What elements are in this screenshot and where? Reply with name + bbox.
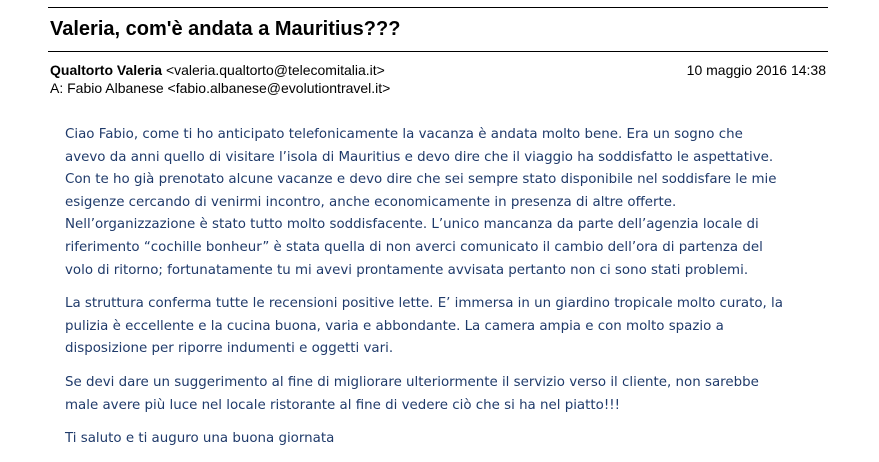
body-line: volo di ritorno; fortunatamente tu mi avevi prontamente avvisata pertanto non ci sono stati problemi. — [65, 262, 749, 278]
body-line: Con te ho già prenotato alcune vacanze e devo dire che sei sempre stato disponibile nel soddisfare le mie — [65, 172, 777, 188]
top-divider — [48, 7, 828, 8]
to-line — [50, 80, 390, 96]
header-divider — [48, 51, 828, 52]
body-paragraph — [65, 124, 855, 282]
body-line: disposizione per riporre indumenti e oggetti vari. — [65, 341, 394, 357]
body-line: male avere più luce nel locale ristorante al fine di vedere ciò che si ha nel piatto!!! — [65, 397, 620, 413]
body-line: riferimento “cochille bonheur” è stata quella di non averci comunicato il cambio dell’ora di partenza del — [65, 239, 763, 255]
body-line: Nell’organizzazione è stato tutto molto soddisfacente. L’unico mancanza da parte dell’agenzia locale di — [65, 217, 759, 233]
email-date: 10 maggio 2016 14:38 — [686, 62, 826, 78]
email-body — [65, 124, 855, 462]
email-subject: Valeria, com'è andata a Mauritius??? — [50, 18, 401, 40]
sender-name[interactable]: Qualtorto Valeria — [50, 62, 163, 78]
body-line: La struttura conferma tutte le recensioni positive lette. E’ immersa in un giardino tropicale molto curato, la — [65, 296, 783, 312]
body-paragraph — [65, 372, 855, 417]
recipient-name[interactable]: Fabio Albanese — [67, 80, 164, 96]
body-paragraph — [65, 428, 855, 451]
body-line: avevo da anni quello di visitare l’isola di Mauritius e devo dire che il viaggio ha soddisfatto le aspettative. — [65, 149, 774, 165]
body-line: esigenze cercando di venirmi incontro, anche economicamente in presenza di altre offerte. — [65, 194, 677, 210]
body-paragraph — [65, 293, 855, 361]
from-line — [50, 62, 385, 78]
sender-email[interactable]: <valeria.qualtorto@telecomitalia.it> — [165, 62, 385, 78]
recipient-email[interactable]: <fabio.albanese@evolutiontravel.it> — [167, 80, 391, 96]
body-line: Ti saluto e ti auguro una buona giornata — [65, 431, 335, 447]
body-line: Se devi dare un suggerimento al fine di migliorare ulteriormente il servizio verso il cliente, non sarebbe — [65, 374, 759, 390]
body-line: Ciao Fabio, come ti ho anticipato telefonicamente la vacanza è andata molto bene. Era un sogno che — [65, 127, 743, 142]
to-label: A: — [50, 80, 64, 96]
body-line: pulizia è eccellente e la cucina buona, varia e abbondante. La camera ampia e con molto spazio a — [65, 318, 724, 334]
